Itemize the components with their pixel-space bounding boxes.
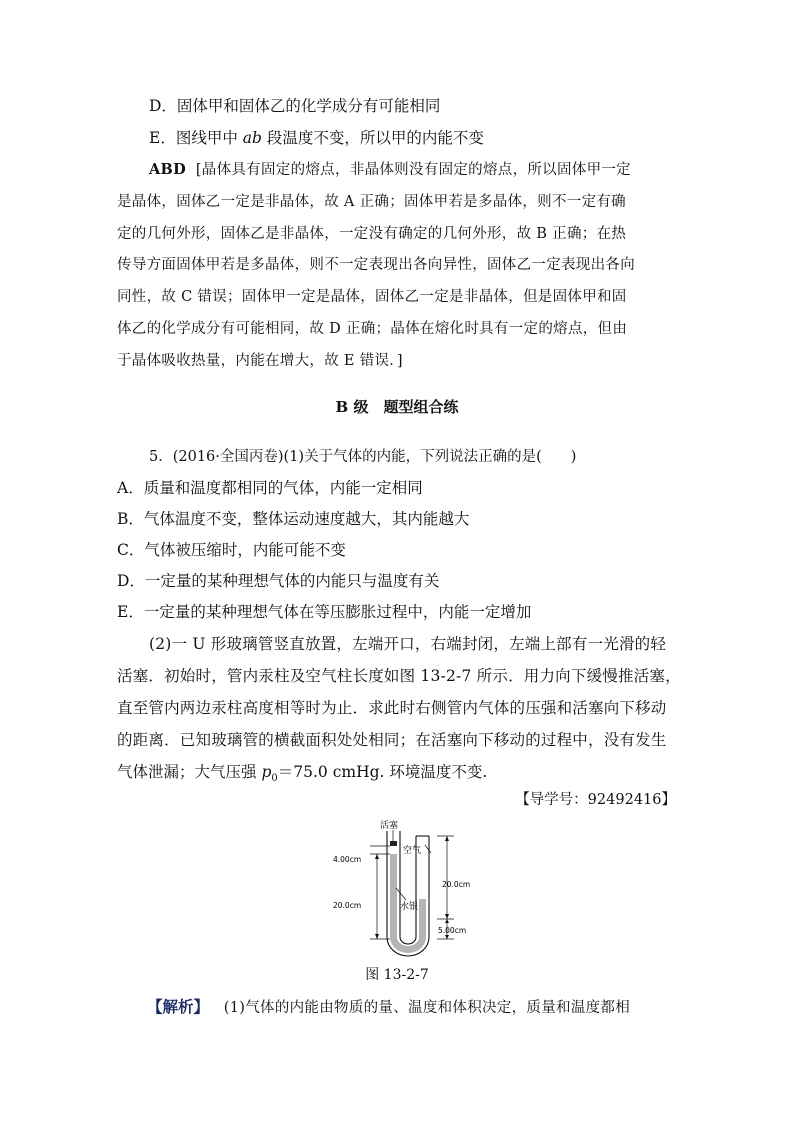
figure-caption: 图 13-2-7: [365, 967, 429, 983]
analysis-line: 【解析】 (1)气体的内能由物质的量、温度和体积决定，质量和温度都相: [147, 997, 631, 1016]
piston-label: 活塞: [380, 821, 399, 831]
piston: [390, 841, 397, 846]
dim-5cm: 5.00cm: [438, 926, 467, 935]
dim-20cm-right: 20.0cm: [442, 880, 471, 889]
q5-part2-line-2: 活塞．初始时，管内汞柱及空气柱长度如图 13-2-7 所示．用力向下缓慢推活塞，: [117, 667, 681, 685]
explanation-line-2: 是晶体，固体乙一定是非晶体，故 A 正确；固体甲若是多晶体，则不一定有确: [117, 194, 626, 210]
q5-part2-line-4: 的距离．已知玻璃管的横截面积处处相同；在活塞向下移动的过程中，没有发生: [117, 731, 667, 749]
explanation-line-5: 同性，故 C 错误；固体甲一定是晶体，固体乙一定是非晶体，但是固体甲和固: [117, 289, 627, 305]
q5-option-c: C．气体被压缩时，内能可能不变: [117, 541, 346, 559]
section-title: B 级 题型组合练: [335, 398, 459, 416]
q5-option-e: E．一定量的某种理想气体在等压膨胀过程中，内能一定增加: [117, 603, 532, 621]
analysis-tag: 【解析】: [147, 997, 210, 1016]
q5-part2-line-1: (2)一 U 形玻璃管竖直放置，左端开口，右端封闭，左端上部有一光滑的轻: [149, 635, 667, 653]
q5-option-a: A．质量和温度都相同的气体，内能一定相同: [117, 479, 423, 497]
explanation-line-6: 体乙的化学成分有可能相同，故 D 正确；晶体在熔化时具有一定的熔点，但由: [117, 321, 628, 337]
explanation-line-4: 传导方面固体甲若是多晶体，则不一定表现出各向异性，固体乙一定表现出各向: [117, 257, 635, 273]
q5-option-b: B．气体温度不变，整体运动速度越大，其内能越大: [117, 510, 470, 528]
air-label: 空气: [403, 846, 422, 856]
q5-stem: 5．(2016·全国丙卷)(1)关于气体的内能，下列说法正确的是( ): [149, 449, 577, 465]
dim-4cm: 4.00cm: [333, 855, 362, 864]
mercury-label: 水银: [400, 902, 419, 912]
answer-key: ABD: [149, 161, 186, 178]
explanation-line-1: ABD [晶体具有固定的熔点，非晶体则没有固定的熔点，所以固体甲一定: [149, 161, 631, 178]
q5-part2-line-3: 直至管内两边汞柱高度相等时为止．求此时右侧管内气体的压强和活塞向下移动: [117, 699, 667, 717]
option-d: D．固体甲和固体乙的化学成分有可能相同: [149, 97, 441, 115]
q5-option-d: D．一定量的某种理想气体的内能只与温度有关: [117, 572, 440, 590]
dim-20cm-left: 20.0cm: [333, 901, 362, 910]
explanation-line-3: 定的几何外形，固体乙是非晶体，一定没有确定的几何外形，故 B 正确；在热: [117, 226, 627, 242]
u-tube-figure: [330, 815, 480, 965]
option-e: E．图线甲中 ab 段温度不变，所以甲的内能不变: [149, 129, 484, 147]
explanation-line-7: 于晶体吸收热量，内能在增大，故 E 错误．]: [117, 353, 403, 369]
guide-number: 【导学号：92492416】: [515, 792, 676, 808]
q5-part2-line-5: 气体泄漏；大气压强 $p_0=75.0$ cmHg. 环境温度不变.: [117, 763, 488, 785]
